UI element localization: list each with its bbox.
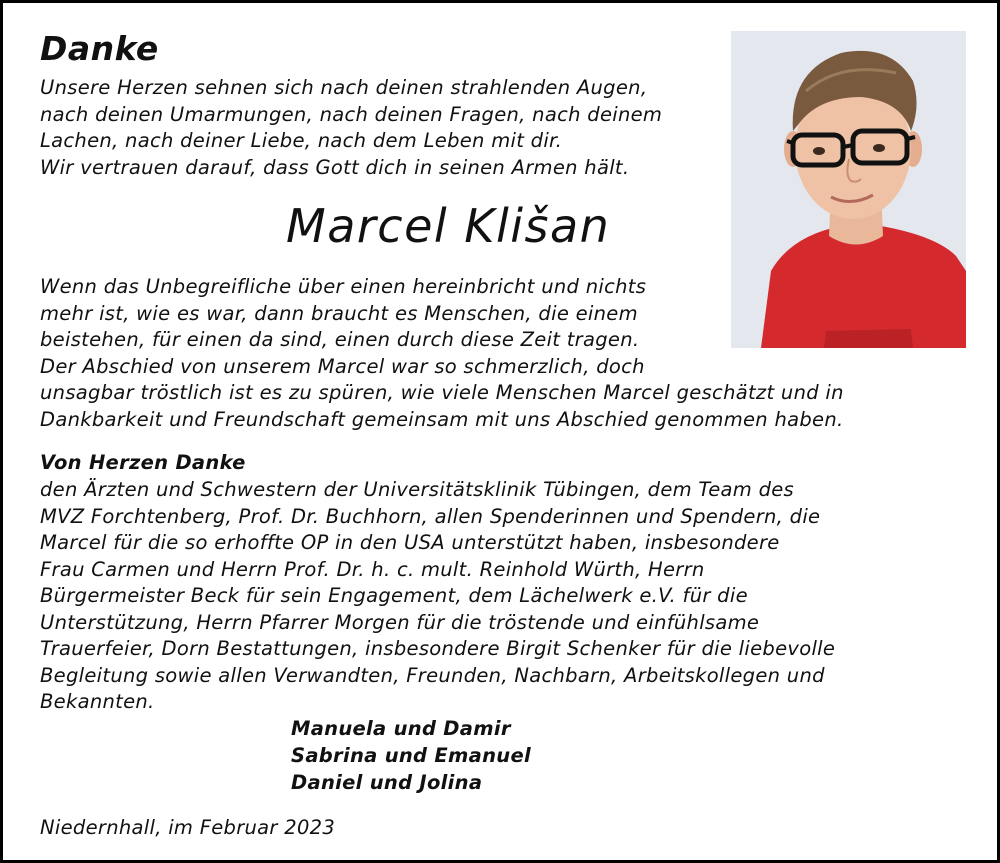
thanks-line: Frau Carmen und Herrn Prof. Dr. h. c. mult. Reinhold Würth, Herrn [40, 557, 705, 581]
signer: Manuela und Damir [291, 717, 511, 740]
place-date: Niedernhall, im Februar 2023 [40, 816, 336, 839]
intro-line: nach deinen Umarmungen, nach deinen Fragen, nach deinem [40, 102, 663, 126]
thanks-line: Bekannten. [40, 690, 155, 713]
thanks-heading: Von Herzen Danke [40, 451, 246, 474]
body-line: beistehen, für einen da sind, einen durch diese Zeit tragen. [40, 328, 640, 351]
thanks-line: Trauerfeier, Dorn Bestattungen, insbesondere Birgit Schenker für die liebevolle [40, 637, 836, 660]
body-line: mehr ist, wie es war, dann braucht es Menschen, die einem [40, 301, 638, 325]
body-line: Der Abschied von unserem Marcel war so schmerzlich, doch [40, 354, 645, 378]
body-line: Dankbarkeit und Freundschaft gemeinsam mit uns Abschied genommen haben. [40, 407, 844, 431]
thanks-line: Bürgermeister Beck für sein Engagement, dem Lächelwerk e.V. für die [40, 584, 748, 607]
body-line: unsagbar tröstlich ist es zu spüren, wie viele Menschen Marcel geschätzt und in [40, 381, 844, 404]
body-text [40, 274, 844, 433]
thanks-line: Marcel für die so erhoffte OP in den USA unterstützt haben, insbesondere [40, 531, 780, 554]
body-line: Wenn das Unbegreifliche über einen hereinbricht und nichts [40, 275, 647, 298]
thanks-text [40, 477, 835, 716]
thanks-line: Begleitung sowie allen Verwandten, Freunden, Nachbarn, Arbeitskollegen und [40, 663, 825, 687]
intro-line: Lachen, nach deiner Liebe, nach dem Leben mit dir. [40, 129, 563, 152]
intro-text [40, 75, 662, 181]
thanks-line: Unterstützung, Herrn Pfarrer Morgen für die tröstende und einfühlsame [40, 610, 760, 634]
heading: Danke [40, 29, 159, 68]
thanks-line: den Ärzten und Schwestern der Universitätsklinik Tübingen, dem Team des [40, 478, 795, 501]
deceased-name: Marcel Klišan [286, 199, 611, 253]
intro-line: Unsere Herzen sehnen sich nach deinen strahlenden Augen, [40, 76, 648, 99]
signer: Daniel und Jolina [291, 771, 483, 794]
intro-line: Wir vertrauen darauf, dass Gott dich in seinen Armen hält. [40, 155, 630, 179]
thanks-line: MVZ Forchtenberg, Prof. Dr. Buchhorn, allen Spenderinnen und Spendern, die [40, 504, 821, 528]
signers [291, 715, 531, 796]
signer: Sabrina und Emanuel [291, 744, 531, 767]
